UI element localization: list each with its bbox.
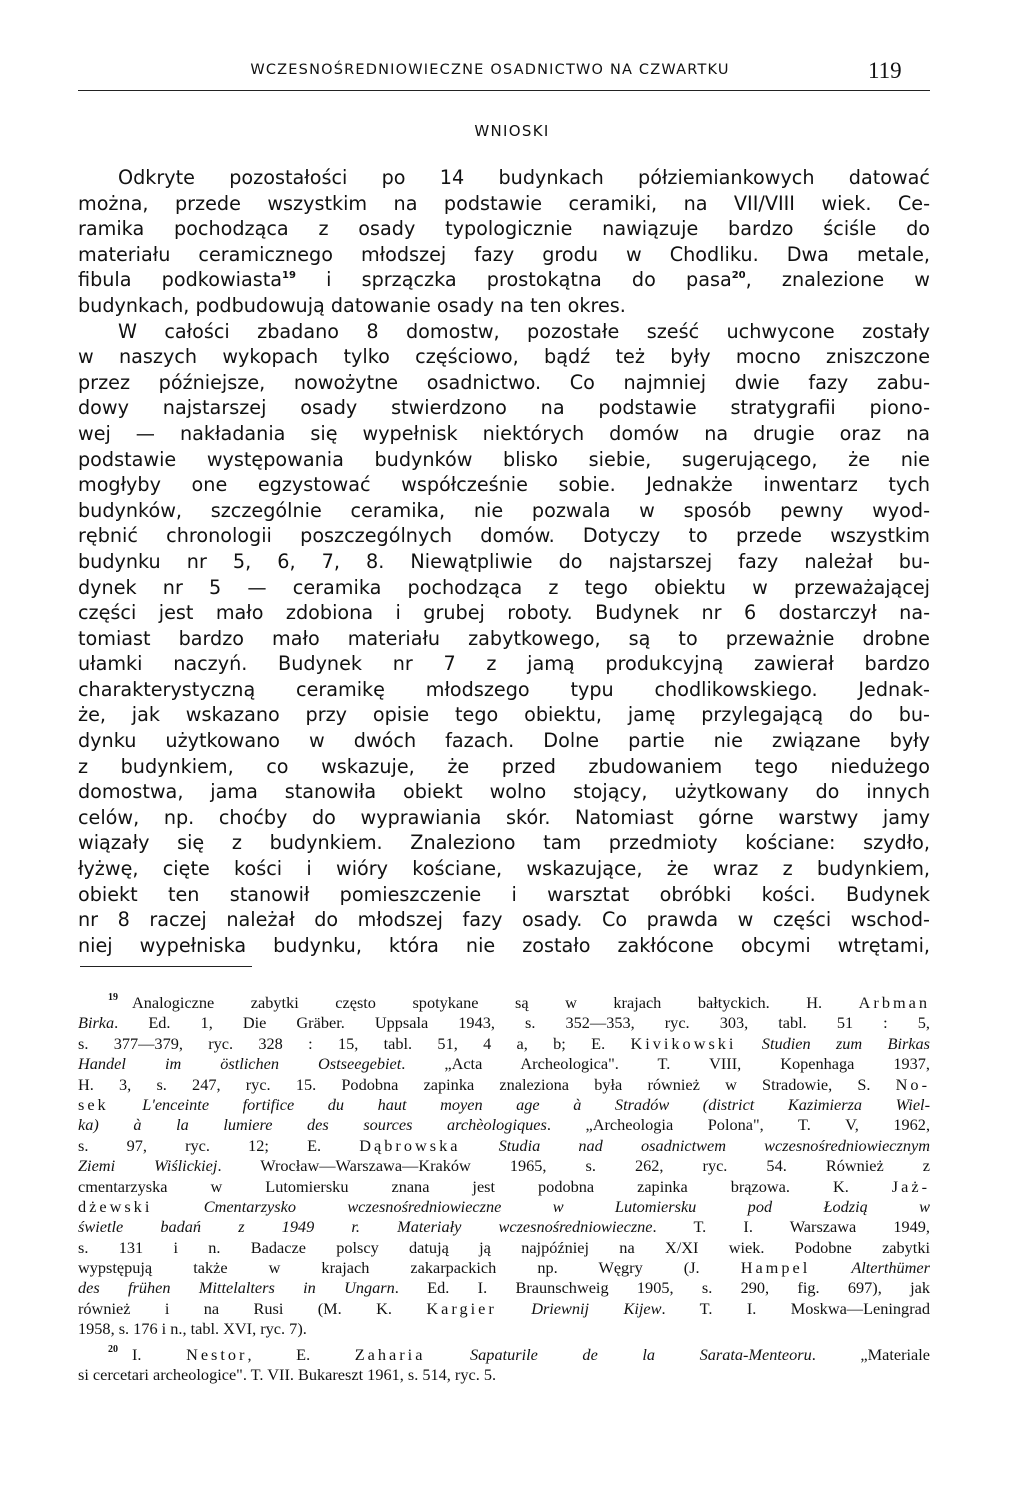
body-line: ułamki naczyń. Budynek nr 7 z jamą produkcyjną zawierał bardzo — [78, 652, 930, 676]
body-line: materiału ceramicznego młodszej fazy grodu w Chodliku. Dwa metale, — [78, 242, 930, 266]
body-line: nr 8 raczej należał do młodszej fazy osady. Co prawda w części wschod- — [78, 908, 930, 932]
body-line: dowy najstarszej osady stwierdzono na podstawie stratygrafii piono- — [78, 396, 930, 420]
footnote-line: s. 377—379, ryc. 328 : 15, tabl. 51, 4 a, b; E. Kivikowski Studien zum Birkas — [78, 1033, 931, 1053]
body-line: charakterystyczną ceramikę młodszego typu chodlikowskiego. Jednak- — [78, 677, 930, 701]
body-line: części jest mało zdobiona i grubej roboty. Budynek nr 6 dostarczył na- — [78, 601, 930, 625]
body-line: w naszych wykopach tylko częściowo, bądź też były mocno zniszczone — [78, 345, 930, 369]
footnote-line: si cercetari archeologice". T. VII. Bukareszt 1961, s. 514, ryc. 5. — [78, 1365, 497, 1385]
body-line: podstawie występowania budynków blisko siebie, sugerującego, że nie — [78, 447, 930, 471]
body-text — [78, 165, 930, 958]
footnote-line: również i na Rusi (M. K. Kargier Driewnij Kijew. T. I. Moskwa—Leningrad — [78, 1298, 930, 1318]
body-line: budynkach, podbudowują datowanie osady na ten okres. — [78, 293, 626, 317]
running-title: WCZESNOŚREDNIOWIECZNE OSADNICTWO NA CZWARTKU — [250, 62, 730, 78]
footnote-line: sek L'enceinte fortifice du haut moyen age à Stradów (district Kazimierza Wiel- — [78, 1094, 931, 1114]
footnote-ref: 19 — [282, 270, 296, 282]
footnote-ref: 20 — [731, 270, 746, 282]
footnotes — [78, 993, 930, 1385]
body-line: obiekt ten stanowił pomieszczenie i warsztat obróbki kości. Budynek — [78, 882, 930, 906]
body-line: przez późniejsze, nowożytne osadnictwo. Co najmniej dwie fazy zabu- — [78, 370, 930, 394]
body-line: niej wypełniska budynku, która nie zostało zakłócone obcymi wtrętami, — [78, 933, 930, 957]
body-line: ramika pochodząca z osady typologicznie nawiązuje bardzo ściśle do — [78, 217, 930, 241]
footnote-marker: 19 — [108, 992, 118, 1003]
body-line: łyżwę, cięte kości i wióry kościane, wskazujące, że wraz z budynkiem, — [78, 857, 930, 881]
body-line: z budynkiem, co wskazuje, że przed zbudowaniem tego niedużego — [78, 754, 930, 778]
body-line: wiązały się z budynkiem. Znaleziono tam przedmioty kościane: szydło, — [78, 831, 930, 855]
body-line: celów, np. choćby do wyprawiania skór. Natomiast górne warstwy jamy — [78, 805, 930, 829]
body-line: dynek nr 5 — ceramika pochodząca z tego obiektu w przeważającej — [78, 575, 930, 599]
body-line: domostwa, jama stanowiła obiekt wolno stojący, użytkowany do innych — [78, 780, 930, 804]
page-number: 119 — [868, 58, 902, 83]
body-line: Odkryte pozostałości po 14 budynkach półziemiankowych datować — [118, 166, 930, 189]
section-title: WNIOSKI — [474, 122, 550, 140]
footnote-line: cmentarzyska w Lutomiersku znana jest podobna zapinka brązowa. K. Jaż- — [78, 1176, 930, 1196]
footnote-marker: 20 — [108, 1343, 118, 1355]
body-line: mogłyby one egzystować współcześnie sobie. Jednakże inwentarz tych — [78, 473, 930, 497]
body-line: wej — nakładania się wypełnisk niektórych domów na drugie oraz na — [78, 421, 930, 445]
body-line: fibula podkowiasta$^{19}$ i sprzączka prostokątna do pasa$^{20}$, znalezione w — [78, 268, 930, 292]
footnote-line: 1958, s. 176 i n., tabl. XVI, ryc. 7). — [78, 1319, 307, 1339]
body-line: rębnić chronologii poszczególnych domów. Dotyczy to przede wszystkim — [78, 524, 930, 548]
footnote-line: Birka. Ed. 1, Die Gräber. Uppsala 1943, s. 352—353, ryc. 303, tabl. 51 : 5, — [78, 1013, 930, 1033]
body-line: budynków, szczególnie ceramika, nie pozwala w sposób pewny wyod- — [78, 498, 930, 522]
body-line: tomiast bardzo mało materiału zabytkowego, są to przeważnie drobne — [78, 626, 930, 650]
body-line: można, przede wszystkim na podstawie ceramiki, na VII/VIII wiek. Ce- — [78, 191, 930, 215]
footnote-line: świetle badań z 1949 r. Materiały wczesnośredniowieczne. T. I. Warszawa 1949, — [78, 1217, 930, 1237]
body-line: że, jak wskazano przy opisie tego obiektu, jamę przylegającą do bu- — [78, 703, 930, 727]
header-rule — [78, 90, 930, 91]
body-line: budynku nr 5, 6, 7, 8. Niewątpliwie do najstarszej fazy należał bu- — [78, 549, 930, 573]
footnote-line: s. 97, ryc. 12; E. Dąbrowska Studia nad osadnictwem wczesnośredniowiecznym — [78, 1135, 930, 1155]
footnote-line: wypstępują także w krajach zakarpackich np. Węgry (J. Hampel Alterthümer — [78, 1258, 930, 1278]
body-line: dynku użytkowano w dwóch fazach. Dolne partie nie związane były — [78, 729, 930, 753]
footnote-line: dżewski Cmentarzysko wczesnośredniowieczne w Lutomiersku pod Łodzią w — [78, 1196, 930, 1216]
footnote-line: ka) à la lumiere des sources archèologiques. „Archeologia Polona", T. V, 1962, — [78, 1115, 931, 1135]
footnote-line: s. 131 i n. Badacze polscy datują ją najpóźniej na X/XI wiek. Podobne zabytki — [78, 1237, 930, 1257]
body-line: W całości zbadano 8 domostw, pozostałe sześć uchwycone zostały — [118, 319, 930, 343]
footnote-line: Handel im östlichen Ostseegebiet. „Acta Archeologica". T. VIII, Kopenhaga 1937, — [78, 1054, 930, 1074]
footnote-line: des frühen Mittelalters in Ungarn. Ed. I. Braunschweig 1905, s. 290, fig. 697), jak — [78, 1278, 931, 1298]
footnote-line: $^{19}$ Analogiczne zabytki często spotykane są w krajach bałtyckich. H. Arbman — [108, 992, 930, 1012]
footnote-line: H. 3, s. 247, ryc. 15. Podobna zapinka znaleziona była również w Stradowie, S. No- — [78, 1074, 930, 1094]
footnote-line: $^{20}$ I. Nestor, E. Zaharia Sapaturile de la Sarata-Menteoru. „Materiale — [108, 1343, 930, 1364]
footnote-rule — [80, 966, 252, 967]
footnote-line: Ziemi Wiślickiej. Wrocław—Warszawa—Kraków 1965, s. 262, ryc. 54. Również z — [78, 1156, 930, 1176]
